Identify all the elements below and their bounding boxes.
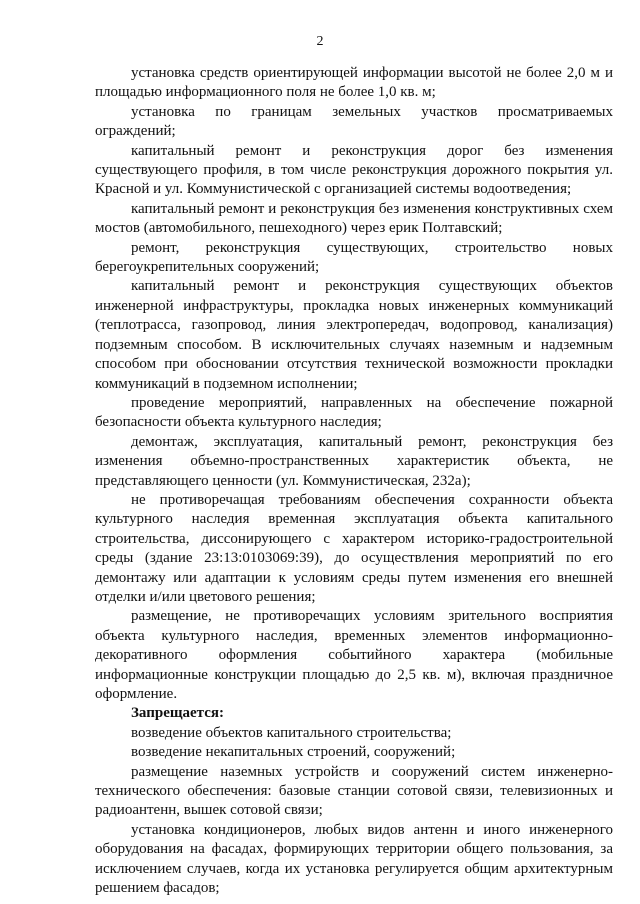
paragraph: ремонт, реконструкция существующих, строительство новых берегоукрепительных сооружений; xyxy=(95,239,613,276)
paragraph: установка средств ориентирующей информации высотой не более 2,0 м и площадью информационного поля не более 1,0 кв. м; xyxy=(95,65,613,101)
paragraph: капитальный ремонт и реконструкция существующих объектов инженерной инфраструктуры, прокладка новых инженерных коммуникаций (теплотрасса, газопровод, линия электропередач, водопровод, канализация) подземным способом. В исключительных случаях наземным и надземным способом при обосновании отсутствия технической возможности прокладки коммуникаций в подземном исполнении; xyxy=(95,278,613,392)
document-body xyxy=(95,64,613,898)
prohibited-heading: Запрещается: xyxy=(131,705,225,722)
page-number: 2 xyxy=(316,34,324,49)
paragraph: не противоречащая требованиям обеспечения сохранности объекта культурного наследия временная эксплуатация объекта капитального строительства, диссонирующего с характером историко-градостроительной среды (здание 23:13:0103069:39), до осуществления мероприятий по его демонтажу или адаптации к условиям среды путем изменения его внешней отделки и/или цветового решения; xyxy=(95,491,613,605)
prohibited-item: возведение объектов капитального строительства; xyxy=(131,724,452,741)
paragraph: размещение, не противоречащих условиям зрительного восприятия объекта культурного наследия, временных элементов информационно-декоративного оформления событийного характера (мобильные информационные конструкции площадью до 2,5 кв. м), включая праздничное оформление. xyxy=(95,608,613,702)
paragraph: установка по границам земельных участков просматриваемых ограждений; xyxy=(95,103,613,140)
paragraph: капитальный ремонт и реконструкция дорог без изменения существующего профиля, в том числе реконструкция дорожного покрытия ул. Красной и ул. Коммунистической с организацией системы водоотведения; xyxy=(95,142,613,198)
prohibited-item: размещение наземных устройств и сооружений систем инженерно-технического обеспечения: базовые станции сотовой связи, телевизионных и радиоантенн, вышек сотовой связи; xyxy=(95,763,613,819)
paragraph: демонтаж, эксплуатация, капитальный ремонт, реконструкция без изменения объемно-пространственных характеристик объекта, не представляющего ценности (ул. Коммунистическая, 232а); xyxy=(95,433,613,489)
prohibited-item: установка кондиционеров, любых видов антенн и иного инженерного оборудования на фасадах, формирующих территории общего пользования, за исключением случаев, когда их установка регулируется общим архитектурным решением фасадов; xyxy=(95,821,613,897)
paragraph: капитальный ремонт и реконструкция без изменения конструктивных схем мостов (автомобильного, пешеходного) через ерик Полтавский; xyxy=(95,200,613,237)
prohibited-item: возведение некапитальных строений, сооружений; xyxy=(131,744,456,761)
paragraph: проведение мероприятий, направленных на обеспечение пожарной безопасности объекта культурного наследия; xyxy=(95,394,613,431)
